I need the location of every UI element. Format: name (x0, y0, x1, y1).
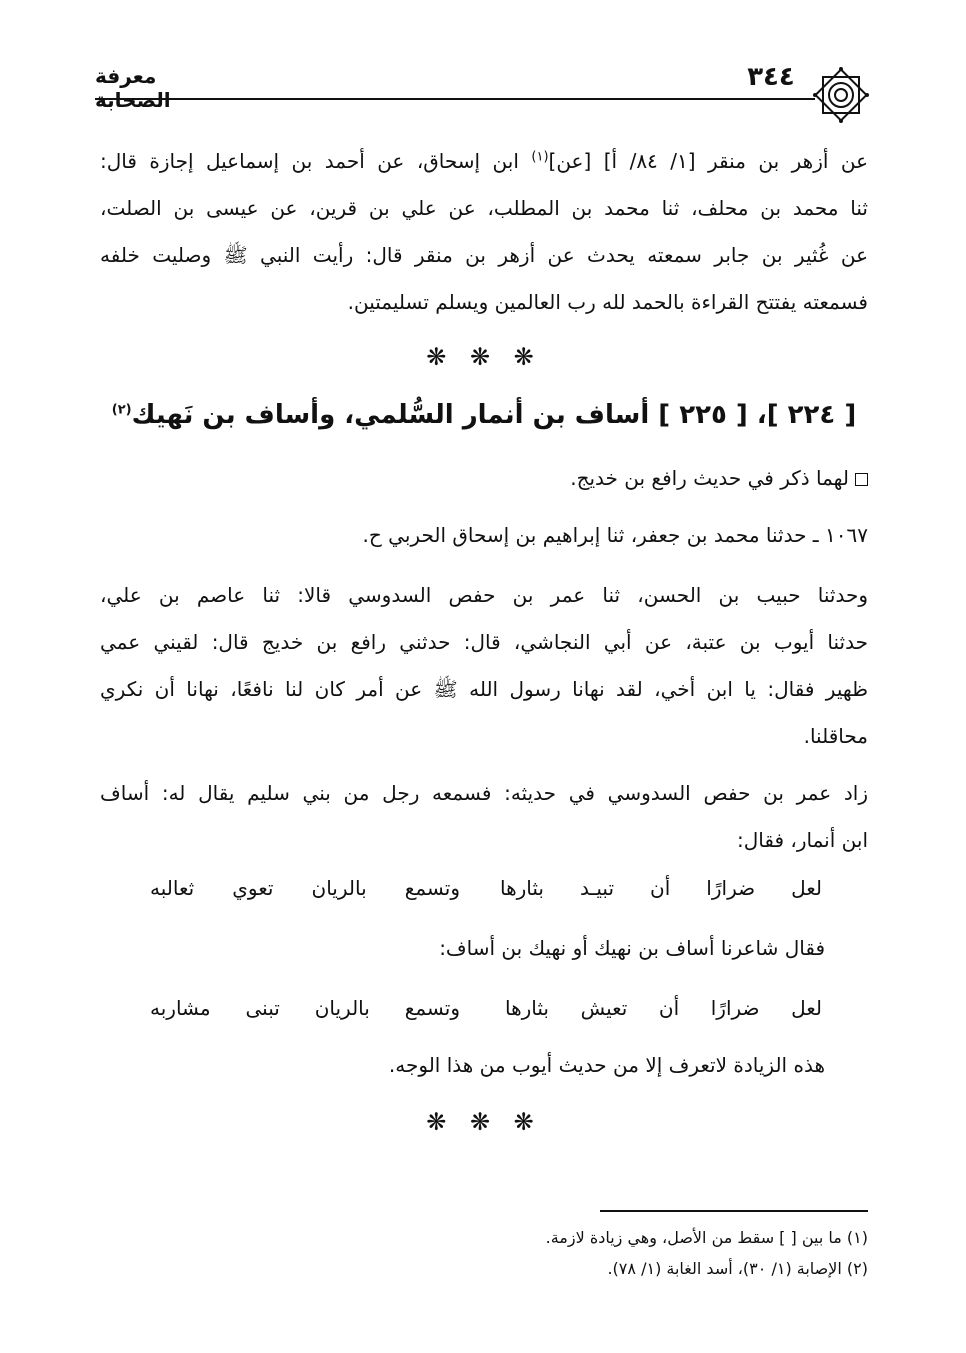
text-line: حدثنا أيوب بن عتبة، عن أبي النجاشي، قال: حدثني رافع بن خديج قال: لقيني عمي (100, 630, 868, 654)
text-line: ثنا محمد بن محلف، ثنا محمد بن المطلب، عن علي بن قرين، عن عيسى بن الصلت، (100, 196, 868, 220)
intro-line (100, 465, 868, 491)
hadith-number-line: ١٠٦٧ ـ حدثنا محمد بن جعفر، ثنا إبراهيم بن إسحاق الحربي ح. (362, 523, 868, 547)
footnote-divider (600, 1210, 868, 1212)
verse-second-hemistich: وتسمع بالريان تبنى مشاربه (150, 996, 460, 1020)
footnote: (١) ما بين [ ] سقط من الأصل، وهي زيادة لازمة. (545, 1228, 868, 1247)
verse-second-hemistich: وتسمع بالريان تعوي ثعالبه (150, 876, 460, 900)
footnote-marker: (٢) (111, 402, 132, 418)
intro-text: لهما ذكر في حديث رافع بن خديج. (570, 466, 849, 490)
square-bullet-icon (855, 473, 868, 486)
text-line: ظهير فقال: يا ابن أخي، لقد نهانا رسول الله ﷺ عن أمر كان لنا نافعًا، نهانا أن نكري (100, 677, 868, 701)
entry-heading (100, 400, 868, 430)
verse-first-hemistich: لعل ضرارًا أن تعيش بثارها (505, 996, 822, 1020)
verse-first-hemistich: لعل ضرارًا أن تبيـد بثارها (500, 876, 822, 900)
text-segment: عن أزهر بن منقر [١/ ٨٤/ أ] [عن] (548, 149, 869, 173)
text-line: ابن أنمار، فقال: (737, 828, 868, 852)
text-line: فسمعته يفتتح القراءة بالحمد لله رب العالمين ويسلم تسليمتين. (347, 290, 868, 314)
text-segment: ابن إسحاق، عن أحمد بن إسماعيل إجازة قال: (100, 149, 519, 173)
text-line: عن غُثير بن جابر سمعته يحدث عن أزهر بن منقر قال: رأيت النبي ﷺ وصليت خلفه (100, 243, 868, 267)
text-line: محاقلنا. (803, 724, 868, 748)
section-separator: ❋ ❋ ❋ (426, 1108, 542, 1136)
header-divider (95, 98, 815, 100)
text-line: زاد عمر بن حفص السدوسي في حديثه: فسمعه رجل من بني سليم يقال له: أساف (100, 781, 868, 805)
entry-heading-text: [ ٢٢٤ ]، [ ٢٢٥ ] أساف بن أنمار السُّلمي، وأساف بن نَهيك (131, 400, 857, 430)
text-line (100, 148, 868, 174)
running-title: معرفة الصحابة (95, 64, 171, 112)
footnote: (٢) الإصابة (١/ ٣٠)، أسد الغابة (١/ ٧٨). (607, 1259, 868, 1278)
footnote-marker: (١) (531, 149, 549, 165)
text-line: فقال شاعرنا أساف بن نهيك أو نهيك بن أساف: (439, 936, 825, 960)
page-number: ٣٤٤ (747, 62, 795, 92)
text-line: هذه الزيادة لاتعرف إلا من حديث أيوب من هذا الوجه. (388, 1053, 825, 1077)
section-separator: ❋ ❋ ❋ (426, 343, 542, 371)
octagonal-ornament-icon (812, 66, 870, 124)
text-line: وحدثنا حبيب بن الحسن، ثنا عمر بن حفص السدوسي قالا: ثنا عاصم بن علي، (100, 583, 868, 607)
